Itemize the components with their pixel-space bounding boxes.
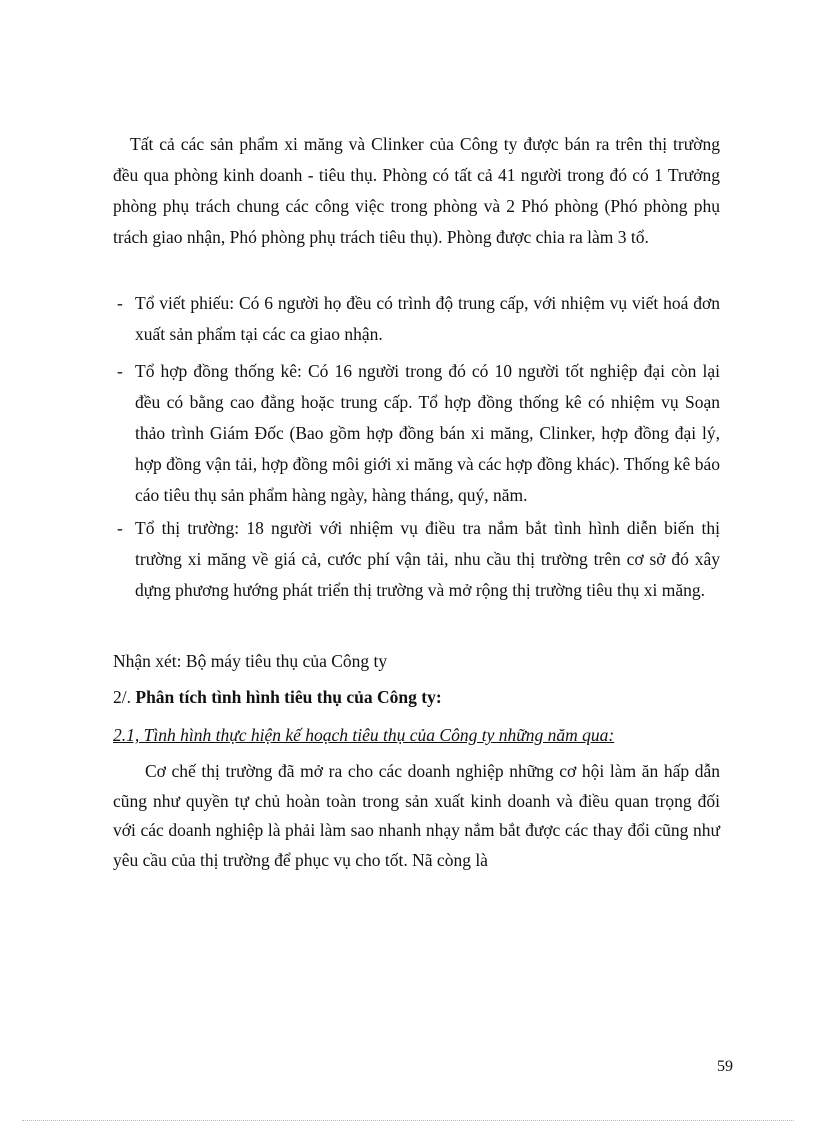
bullet-text: Tổ thị trường: 18 người với nhiệm vụ điều tra nắm bắt tình hình diễn biến thị trường xi măng về giá cả, cước phí vận tải, nhu cầu thị trường trên cơ sở đó xây dựng phương hướng phát triển thị trường và mở rộng thị trường tiêu thụ xi măng. [135,518,720,600]
section-title: Phân tích tình hình tiêu thụ của Công ty: [135,687,442,707]
bullet-dash: - [117,518,123,538]
list-item [113,356,720,511]
intro-paragraph: Tất cả các sản phẩm xi măng và Clinker của Công ty được bán ra trên thị trường đều qua phòng kinh doanh - tiêu thụ. Phòng có tất cả 41 người trong đó có 1 Trưởng phòng phụ trách chung các công việc trong phòng và 2 Phó phòng (Phó phòng phụ trách giao nhận, Phó phòng phụ trách tiêu thụ). Phòng được chia ra làm 3 tổ. [113,134,720,247]
list-item [113,288,720,350]
page-number: 59 [717,1058,733,1075]
bullet-dash: - [117,361,123,381]
remark-line: Nhận xét: Bộ máy tiêu thụ của Công ty [113,651,388,671]
list-item [113,513,720,606]
bullet-text: Tổ viết phiếu: Có 6 người họ đều có trình độ trung cấp, với nhiệm vụ viết hoá đơn xuất sản phẩm tại các ca giao nhận. [135,293,720,344]
body-paragraph: Cơ chế thị trường đã mở ra cho các doanh nghiệp những cơ hội làm ăn hấp dẫn cũng như quyền tự chủ hoàn toàn trong sản xuất kinh doanh và điều quan trọng đối với các doanh nghiệp là phải làm sao nhanh nhạy nắm bắt được các thay đổi cũng như yêu cầu của thị trường để phục vụ cho tốt. Nã còng là [113,761,720,870]
bullet-text: Tổ hợp đồng thống kê: Có 16 người trong đó có 10 người tốt nghiệp đại còn lại đều có bằng cao đẳng hoặc trung cấp. Tổ hợp đồng thống kê có nhiệm vụ Soạn thảo trình Giám Đốc (Bao gồm hợp đồng bán xi măng, Clinker, hợp đồng đại lý, hợp đồng vận tải, hợp đồng môi giới xi măng và các hợp đồng khác). Thống kê báo cáo tiêu thụ sản phẩm hàng ngày, hàng tháng, quý, năm. [135,361,720,505]
section-number: 2/. [113,687,131,707]
bullet-dash: - [117,293,123,313]
subsection-heading: 2.1, Tình hình thực hiện kế hoạch tiêu thụ của Công ty những năm qua: [113,725,615,745]
footer-divider [22,1120,794,1121]
section-heading [113,682,442,713]
